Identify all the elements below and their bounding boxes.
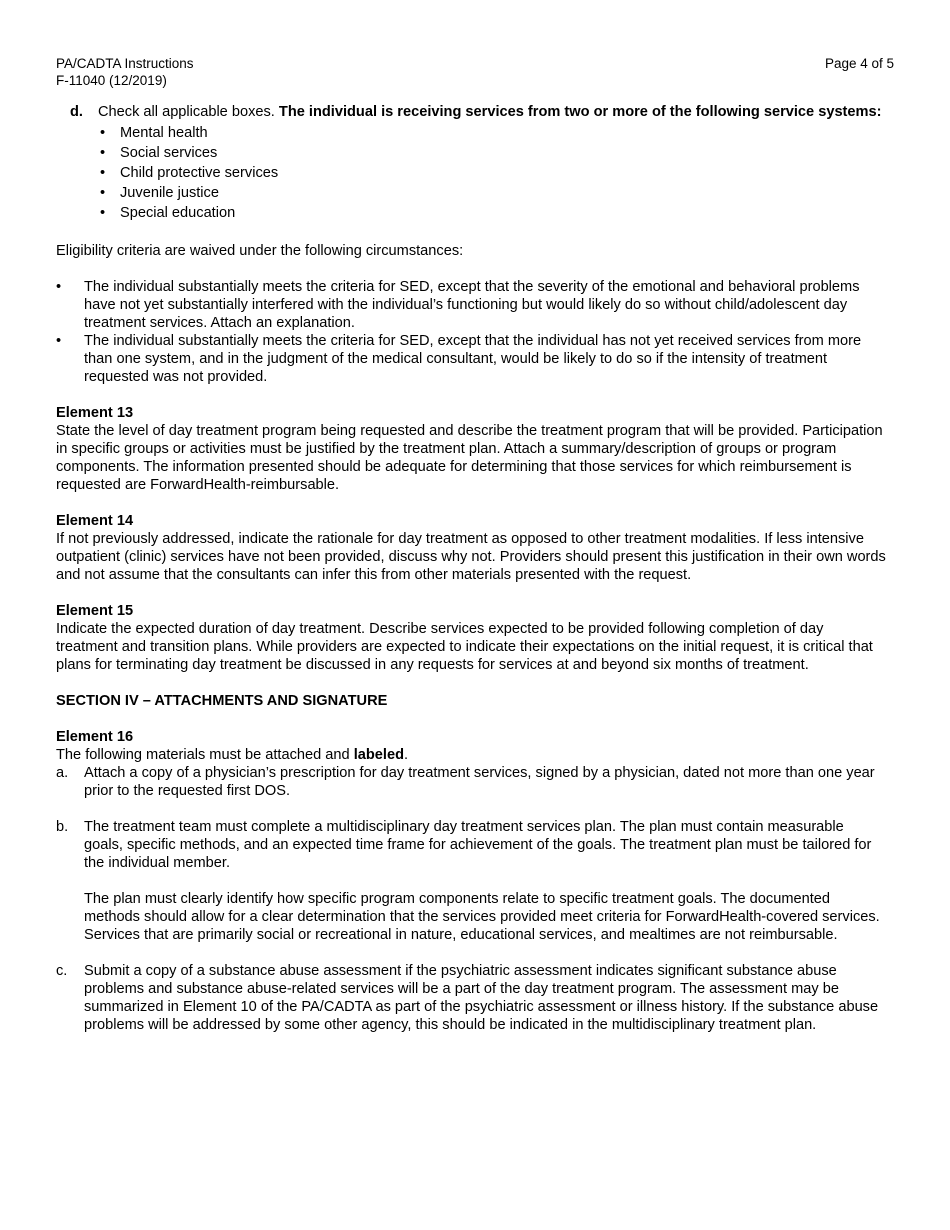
form-title: PA/CADTA Instructions — [56, 56, 194, 71]
element-15-text: Indicate the expected duration of day treatment. Describe services expected to be provided following completion of day treatment and transition plans. While providers are expected to indicate their expectations on the initial request, it is critical that plans for terminating day treatment be discussed in any requests for services at and beyond six months of treatment. — [56, 621, 873, 673]
page-header-left — [56, 55, 194, 89]
page-content — [56, 103, 886, 1034]
list-item: • Special education — [100, 205, 236, 221]
list-item: b. The treatment team must complete a multidisciplinary day treatment services plan. The plan must contain measurable goals, specific methods, and an expected time frame for achievement of the goals. The treatment plan must be tailored for the individual member. The plan must clearly identify how specific program components relate to specific treatment goals. The documented methods should allow for a clear determination that the services provided meet criteria for ForwardHealth-covered services. Services that are primarily social or recreational in nature, educational services, and mealtimes are not reimbursable. — [56, 819, 880, 943]
labeled-emphasis: labeled — [353, 747, 405, 763]
element-13-text: State the level of day treatment program being requested and describe the treatment program that will be provided. Participation in specific groups or activities must be justified by the treatment plan. Attach a summary/description of groups or program components. The information presented should be adequate for determining that those services for which reimbursement is requested are ForwardHealth-reimbursable. — [56, 423, 883, 493]
element-15-heading: Element 15 — [56, 603, 134, 619]
waiver-intro: Eligibility criteria are waived under the following circumstances: — [56, 243, 464, 259]
element-14-text: If not previously addressed, indicate the rationale for day treatment as opposed to other treatment modalities. If less intensive outpatient (clinic) services have not been provided, discuss why not. Providers should present this justification in their own words and not assume that the consultants can infer this from other materials presented with the request. — [56, 531, 886, 583]
list-item: • Juvenile justice — [100, 185, 219, 201]
element-13 — [56, 404, 886, 494]
list-item: • Social services — [100, 145, 218, 161]
list-item: • Mental health — [100, 125, 208, 141]
attachment-list — [56, 764, 886, 1034]
waiver-list — [56, 278, 886, 386]
form-number: F-11040 (12/2019) — [56, 73, 167, 88]
service-systems-list — [98, 124, 886, 222]
element-13-heading: Element 13 — [56, 405, 134, 421]
element-16-heading: Element 16 — [56, 729, 134, 745]
element-15 — [56, 602, 886, 674]
page-number: Page 4 of 5 — [824, 56, 894, 71]
element-14 — [56, 512, 886, 584]
item-d-intro: Check all applicable boxes. The individual is receiving services from two or more of the following service systems: — [98, 104, 882, 120]
item-d-label: d. — [70, 104, 83, 120]
item-d-intro-bold: The individual is receiving services from two or more of the following service systems: — [278, 104, 882, 120]
item-d — [70, 103, 886, 222]
element-16 — [56, 728, 886, 1034]
list-item: c. Submit a copy of a substance abuse assessment if the psychiatric assessment indicates significant substance abuse problems and substance abuse-related services will be a part of the day treatment program. The assessment may be summarized in Element 10 of the PA/CADTA as part of the psychiatric assessment or illness history. If the substance abuse problems will be addressed by some other agency, this should be indicated in the multidisciplinary treatment plan. — [56, 963, 879, 1033]
list-item: • The individual substantially meets the criteria for SED, except that the individual has not yet received services from more than one system, and in the judgment of the medical consultant, would be likely to do so if the intensity of treatment requested was not provided. — [56, 333, 862, 385]
list-item: • Child protective services — [100, 165, 279, 181]
section-4-heading: SECTION IV – ATTACHMENTS AND SIGNATURE — [56, 693, 388, 709]
list-item: a. Attach a copy of a physician’s prescription for day treatment services, signed by a physician, dated not more than one year prior to the requested first DOS. — [56, 765, 875, 799]
element-14-heading: Element 14 — [56, 513, 134, 529]
element-16-intro: The following materials must be attached and labeled. — [56, 747, 409, 763]
list-item: • The individual substantially meets the criteria for SED, except that the severity of the emotional and behavioral problems have not yet substantially interfered with the individual’s functioning but would likely do so without child/adolescent day treatment services. Attach an explanation. — [56, 279, 860, 331]
